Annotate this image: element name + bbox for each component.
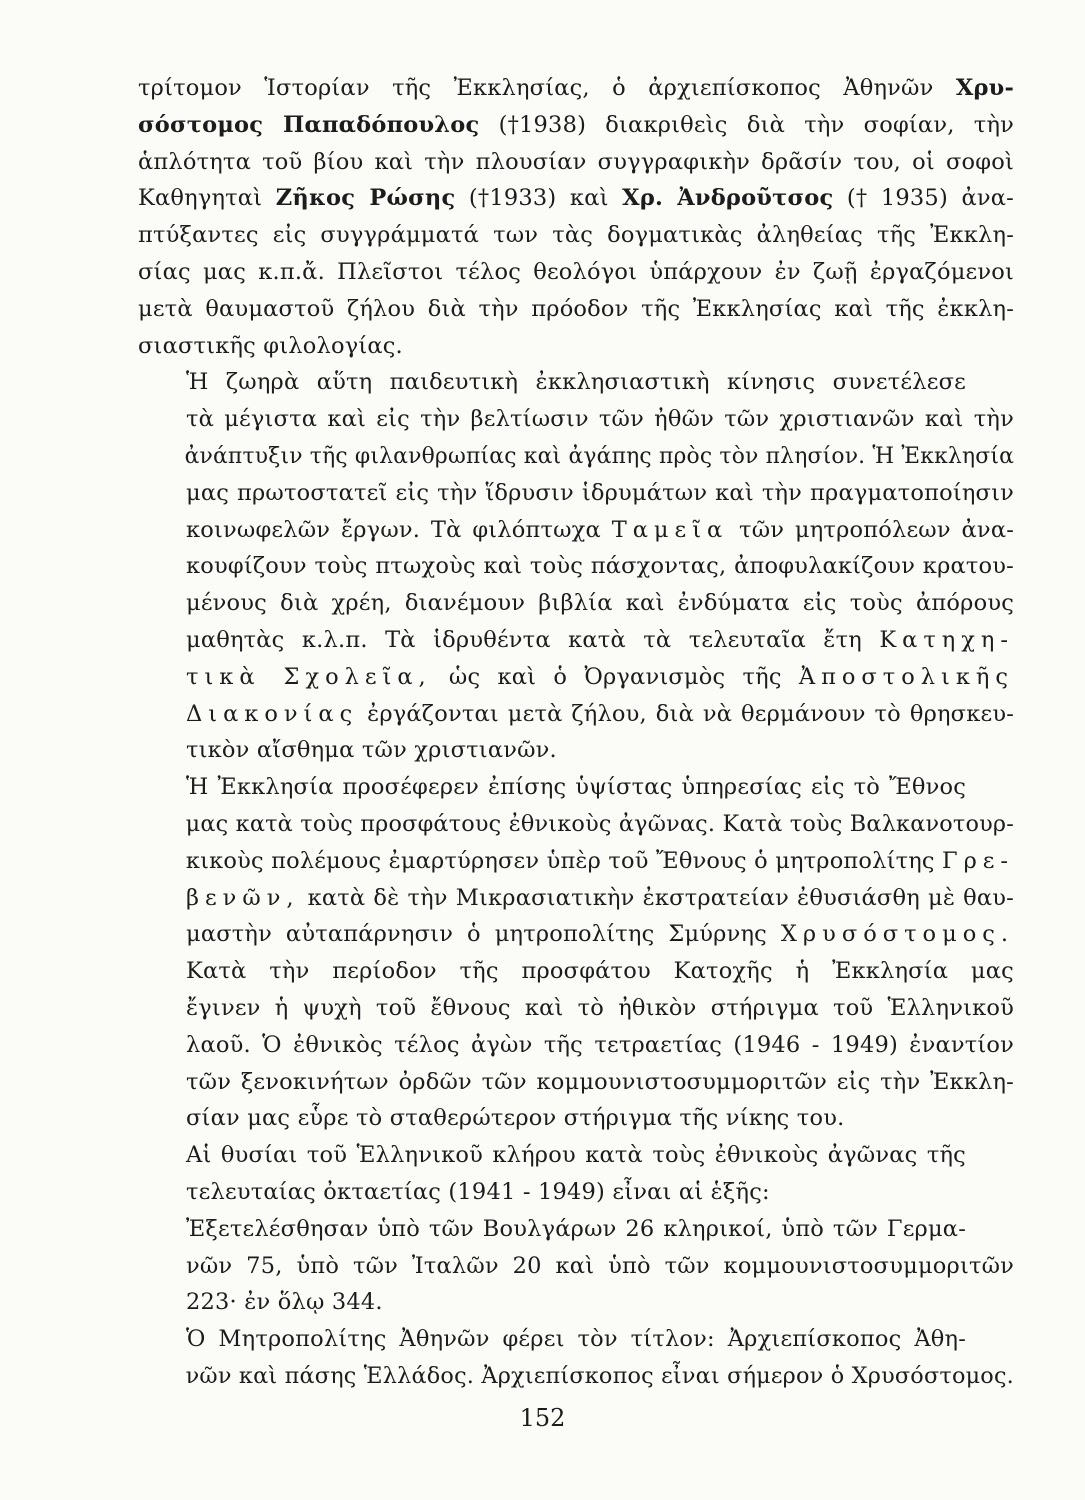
text-line xyxy=(138,1100,1014,1137)
paragraph-p5 xyxy=(138,1211,1014,1321)
text-run: Ἡ Ἐκκλησία προσέφερεν ἐπίσης ὑψίστας ὑπηρεσίας εἰς τὸ Ἔθνος xyxy=(186,774,967,801)
text-line xyxy=(138,1321,1014,1358)
text-run: τελευταίας ὀκταετίας (1941 - 1949) εἶναι αἱ ἑξῆς: xyxy=(186,1178,770,1205)
bold-name: Χρυ- xyxy=(955,75,1014,101)
text-run: μας κατὰ τοὺς προσφάτους ἐθνικοὺς ἀγῶνας. Κατὰ τοὺς Βαλκανοτουρ- xyxy=(185,810,1015,837)
page-number: 152 xyxy=(519,1404,566,1432)
spaced-emphasis: Ταμεῖα xyxy=(611,516,729,543)
text-run: μένους διὰ χρέη, διανέμουν βιβλία καὶ ἐνδύματα εἰς τοὺς ἀπόρους xyxy=(186,590,1015,617)
text-run: μαθητὰς κ.λ.π. Τὰ ἱδρυθέντα κατὰ τὰ τελευταῖα ἔτη xyxy=(186,626,880,653)
text-run: ὡς καὶ ὁ Ὀργανισμὸς τῆς xyxy=(431,663,799,690)
text-run: σίας μας κ.π.ἄ. Πλεῖστοι τέλος θεολόγοι ὑπάρχουν ἐν ζωῇ ἐργαζόμενοι xyxy=(138,258,1015,285)
text-run: τρίτομον Ἱστορίαν τῆς Ἐκκλησίας, ὁ ἀρχιεπίσκοπος Ἀθηνῶν xyxy=(138,75,956,101)
text-line xyxy=(138,512,1014,549)
text-run: Αἱ θυσίαι τοῦ Ἑλληνικοῦ κλήρου κατὰ τοὺς ἐθνικοὺς ἀγῶνας τῆς xyxy=(186,1142,966,1169)
text-run: μετὰ θαυμαστοῦ ζήλου διὰ τὴν πρόοδον τῆς Ἐκκλησίας καὶ τῆς ἐκκλη- xyxy=(138,295,1015,322)
text-line xyxy=(138,622,1014,659)
text-run: (†1933) καὶ xyxy=(455,185,623,212)
text-run: κουφίζουν τοὺς πτωχοὺς καὶ τοὺς πάσχοντας, ἀποφυλακίζουν κρατου- xyxy=(186,553,1014,580)
spaced-emphasis: βενῶν, xyxy=(186,884,300,911)
paragraph-p2 xyxy=(138,364,1014,769)
text-run: τῶν μητροπόλεων ἀνα- xyxy=(728,516,1015,543)
text-line xyxy=(138,769,1014,806)
text-line xyxy=(138,659,1014,696)
spaced-emphasis: Ἀποστολικῆς xyxy=(798,663,1015,690)
text-line xyxy=(138,1358,1014,1395)
text-run: πτύξαντες εἰς συγγράμματά των τὰς δογματικὰς ἀληθείας τῆς Ἐκκλη- xyxy=(138,222,1014,249)
bold-name: Χρ. Ἀνδροῦτσος xyxy=(622,185,834,212)
text-run: ἀνάπτυξιν τῆς φιλανθρωπίας καὶ ἀγάπης πρὸς τὸν πλησίον. Ἡ Ἐκκλησία xyxy=(184,442,1015,469)
text-run: νῶν 75, ὑπὸ τῶν Ἰταλῶν 20 καὶ ὑπὸ τῶν κομμουνιστοσυμμοριτῶν xyxy=(186,1252,1015,1279)
text-run: Κατὰ τὴν περίοδον τῆς προσφάτου Κατοχῆς ἡ Ἐκκλησία μας xyxy=(186,958,1014,985)
spaced-emphasis: Γρε- xyxy=(941,847,1015,874)
text-run: Ἡ ζωηρὰ αὕτη παιδευτικὴ ἐκκλησιαστικὴ κίνησις συνετέλεσε xyxy=(186,369,967,396)
text-line xyxy=(138,806,1014,843)
spaced-emphasis: Διακονίας xyxy=(186,700,359,727)
text-line xyxy=(138,475,1014,512)
text-run: ἁπλότητα τοῦ βίου καὶ τὴν πλουσίαν συγγραφικὴν δρᾶσίν του, οἱ σοφοὶ xyxy=(138,148,1015,175)
text-line xyxy=(138,916,1014,953)
text-run: σίαν μας εὗρε τὸ σταθερώτερον στήριγμα τῆς νίκης του. xyxy=(186,1105,845,1132)
spaced-emphasis: Χρυσόστομος. xyxy=(780,921,1015,948)
text-line xyxy=(138,328,1014,365)
paragraph-p1 xyxy=(138,70,1014,364)
bold-name: σόστομος Παπαδόπουλος xyxy=(138,111,480,138)
text-run: Καθηγηταὶ xyxy=(138,185,276,212)
text-line xyxy=(138,548,1014,585)
paragraph-p6 xyxy=(138,1321,1014,1395)
text-line xyxy=(138,843,1014,880)
text-line xyxy=(138,696,1014,733)
text-line xyxy=(138,70,1014,107)
text-line xyxy=(138,217,1014,254)
spaced-emphasis: Κατηχη- xyxy=(879,626,1014,653)
text-run: μας πρωτοστατεῖ εἰς τὴν ἵδρυσιν ἱδρυμάτων καὶ τὴν πραγματοποίησιν xyxy=(186,479,1014,506)
text-line xyxy=(138,401,1014,438)
text-line xyxy=(138,107,1014,144)
text-line xyxy=(138,953,1014,990)
spaced-emphasis: τικὰ Σχολεῖα, xyxy=(186,663,432,690)
text-run: τὰ μέγιστα καὶ εἰς τὴν βελτίωσιν τῶν ἠθῶν τῶν χριστιανῶν καὶ τὴν xyxy=(186,406,1014,433)
paragraph-p3 xyxy=(138,769,1014,1137)
text-line xyxy=(138,1064,1014,1101)
text-run: 223· ἐν ὅλῳ 344. xyxy=(186,1289,383,1316)
text-line xyxy=(138,880,1014,917)
text-run: κικοὺς πολέμους ἐμαρτύρησεν ὑπὲρ τοῦ Ἔθνους ὁ μητροπολίτης xyxy=(185,847,942,874)
text-line xyxy=(138,1027,1014,1064)
text-run: νῶν καὶ πάσης Ἑλλάδος. Ἀρχιεπίσκοπος εἶναι σήμερον ὁ Χρυσόστομος. xyxy=(185,1362,1014,1389)
text-line xyxy=(138,180,1014,217)
text-run: Ὁ Μητροπολίτης Ἀθηνῶν φέρει τὸν τίτλον: Ἀρχιεπίσκοπος Ἀθη- xyxy=(186,1326,966,1353)
text-run: λαοῦ. Ὁ ἐθνικὸς τέλος ἀγὼν τῆς τετραετίας (1946 - 1949) ἐναντίον xyxy=(186,1031,1015,1058)
text-line xyxy=(138,1248,1014,1285)
text-run: μαστὴν αὐταπάρνησιν ὁ μητροπολίτης Σμύρνης xyxy=(186,921,781,948)
text-line xyxy=(138,254,1014,291)
text-line xyxy=(138,732,1014,769)
text-line xyxy=(138,1211,1014,1248)
bold-name: Ζῆκος Ρώσης xyxy=(275,185,456,212)
text-line xyxy=(138,990,1014,1027)
text-run: κοινωφελῶν ἔργων. Τὰ φιλόπτωχα xyxy=(186,516,612,543)
text-run: σιαστικῆς φιλολογίας. xyxy=(138,332,403,359)
text-line xyxy=(138,1137,1014,1174)
text-line xyxy=(138,585,1014,622)
text-run: τικὸν αἴσθημα τῶν χριστιανῶν. xyxy=(186,737,557,764)
text-line xyxy=(138,364,1014,401)
text-line xyxy=(138,1284,1014,1321)
text-line xyxy=(138,1174,1014,1211)
text-run: (†1938) διακριθεὶς διὰ τὴν σοφίαν, τὴν xyxy=(479,111,1014,138)
text-run: ἐργάζονται μετὰ ζήλου, διὰ νὰ θερμάνουν τὸ θρησκευ- xyxy=(358,700,1015,727)
text-run: († 1935) ἀνα- xyxy=(833,185,1014,212)
text-run: τῶν ξενοκινήτων ὀρδῶν τῶν κομμουνιστοσυμμοριτῶν εἰς τὴν Ἐκκλη- xyxy=(186,1068,1014,1095)
text-line xyxy=(138,144,1014,181)
text-line xyxy=(138,291,1014,328)
text-run: ἔγινεν ἡ ψυχὴ τοῦ ἔθνους καὶ τὸ ἠθικὸν στήριγμα τοῦ Ἑλληνικοῦ xyxy=(186,994,1014,1021)
text-run: Ἐξετελέσθησαν ὑπὸ τῶν Βουλγάρων 26 κληρικοί, ὑπὸ τῶν Γερμα- xyxy=(186,1215,966,1242)
text-run: κατὰ δὲ τὴν Μικρασιατικὴν ἐκστρατείαν ἐθυσιάσθη μὲ θαυ- xyxy=(299,884,1014,911)
body-text xyxy=(138,70,1014,1395)
text-line xyxy=(138,438,1014,475)
paragraph-p4 xyxy=(138,1137,1014,1211)
